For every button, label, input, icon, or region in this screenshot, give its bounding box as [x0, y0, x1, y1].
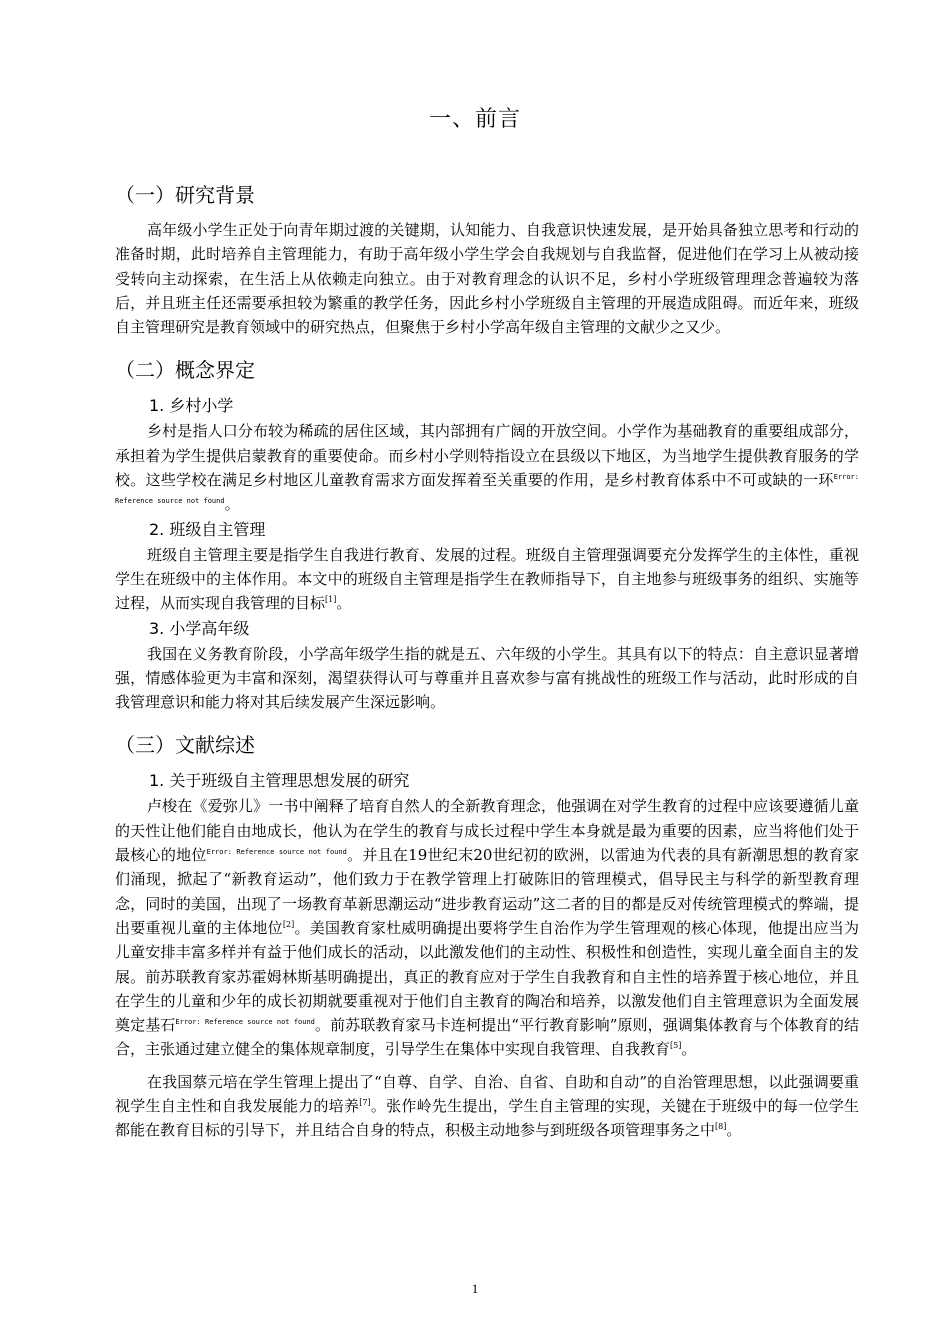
reference-error: Error: Reference source not found: [115, 473, 859, 506]
paragraph-chinese-thought: [115, 1070, 859, 1143]
paragraph-western-thought: [115, 794, 859, 1061]
paragraph-background: 高年级小学生正处于向青年期过渡的关键期，认知能力、自我意识快速发展，是开始具备独立思考和行动的准备时期，此时培养自主管理能力，有助于高年级小学生学会自我规划与自我监督，促进他们在学习上从被动接受转向主动探索，在生活上从依赖走向独立。由于对教育理念的认识不足，乡村小学班级管理理念普遍较为落后，并且班主任还需要承担较为繁重的教学任务，因此乡村小学班级自主管理的开展造成阻碍。而近年来，班级自主管理研究是教育领域中的研究热点，但聚焦于乡村小学高年级自主管理的文献少之又少。: [115, 221, 859, 337]
text-segment: 。: [336, 594, 352, 613]
reference-error: Error: Reference source not found: [206, 848, 347, 857]
text-segment: 。美国教育家杜威明确提出要将学生自治作为学生管理观的核心体现，他提出应当为儿童安排丰富多样并有益于他们成长的活动，以此激发他们的主动性、积极性和创造性，实现儿童全面自主的发展。前苏联教育家苏霍姆林斯基明确提出，真正的教育应对于学生自我教育和自主性的培养置于核心地位，并且在学生的儿童和少年的成长初期就要重视对于他们自主教育的陶冶和培养，以激发他们自主管理意识为全面发展奠定基石: [115, 918, 859, 1035]
citation: [5]: [670, 1041, 682, 1051]
reference-error: Error: Reference source not found: [175, 1018, 315, 1027]
paragraph-rural-school: [115, 419, 859, 516]
subheading-rural-school: 1. 乡村小学: [149, 396, 234, 416]
paragraph-upper-grades: 我国在义务教育阶段，小学高年级学生指的就是五、六年级的小学生。其具有以下的特点：自主意识显著增强，情感体验更为丰富和深刻，渴望获得认可与尊重并且喜欢参与富有挑战性的班级工作与活动，此时形成的自我管理意识和能力将对其后续发展产生深远影响。: [115, 644, 859, 712]
page-number: 1: [471, 1281, 479, 1296]
document-body: [115, 178, 859, 1143]
citation: [1]: [325, 595, 337, 605]
text-segment: 。: [681, 1040, 697, 1059]
text-segment: 。: [726, 1121, 742, 1140]
text-segment: 。: [224, 495, 240, 514]
text-segment: 班级自主管理主要是指学生自我进行教育、发展的过程。班级自主管理强调要充分发挥学生的主体性，重视学生在班级中的主体作用。本文中的班级自主管理是指学生在教师指导下，自主地参与班级事务的组织、实施等过程，从而实现自我管理的目标: [115, 545, 859, 613]
text-segment: 。前苏联教育家马卡连柯提出“平行教育影响”原则，强调集体教育与个体教育的结合，主张通过建立健全的集体规章制度，引导学生在集体中实现自我管理、自我教育: [115, 1016, 859, 1059]
section-heading-background: （一）研究背景: [115, 183, 255, 207]
citation: [2]: [282, 919, 295, 929]
text-segment: 乡村是指人口分布较为稀疏的居住区域，其内部拥有广阔的开放空间。小学作为基础教育的重要组成部分，承担着为学生提供启蒙教育的重要使命。而乡村小学则特指设立在县级以下地区，为当地学生提供教育服务的学校。这些学校在满足乡村地区儿童教育需求方面发挥着至关重要的作用，是乡村教育体系中不可或缺的一环: [115, 422, 859, 490]
citation: [8]: [715, 1122, 727, 1132]
page-title: 一、前言: [428, 107, 521, 132]
section-heading-concepts: （二）概念界定: [115, 358, 255, 383]
subheading-class-self-management: 2. 班级自主管理: [149, 519, 266, 539]
section-heading-literature: （三）文献综述: [115, 733, 255, 758]
text-segment: 卢梭在《爱弥儿》一书中阐释了培育自然人的全新教育理念，他强调在对学生教育的过程中应该要遵循儿童的天性让他们能自由地成长，他认为在学生的教育与成长过程中学生本身就是最为重要的因素，应当将他们处于最核心的地位: [115, 797, 859, 865]
citation: [7]: [359, 1098, 371, 1108]
text-segment: 。张作岭先生提出，学生自主管理的实现，关键在于班级中的每一位学生都能在教育目标的引导下，并且结合自身的特点，积极主动地参与到班级各项管理事务之中: [115, 1097, 859, 1140]
paragraph-class-self-management: [115, 543, 859, 616]
text-segment: 在我国蔡元培在学生管理上提出了“自尊、自学、自治、自省、自助和自动”的自治管理思想，以此强调要重视学生自主性和自我发展能力的培养: [115, 1072, 859, 1116]
text-segment: 。并且在19世纪末20世纪初的欧洲，以雷迪为代表的具有新潮思想的教育家们涌现，掀起了“新教育运动”，他们致力于在教学管理上打破陈旧的管理模式，倡导民主与科学的新型教育理念，同时的美国，出现了一场教育革新思潮运动“进步教育运动”这二者的目的都是反对传统管理模式的弊端，提出要重视儿童的主体地位: [115, 846, 859, 937]
subheading-upper-grades: 3. 小学高年级: [149, 618, 250, 638]
subheading-thought-development: 1. 关于班级自主管理思想发展的研究: [149, 771, 410, 791]
